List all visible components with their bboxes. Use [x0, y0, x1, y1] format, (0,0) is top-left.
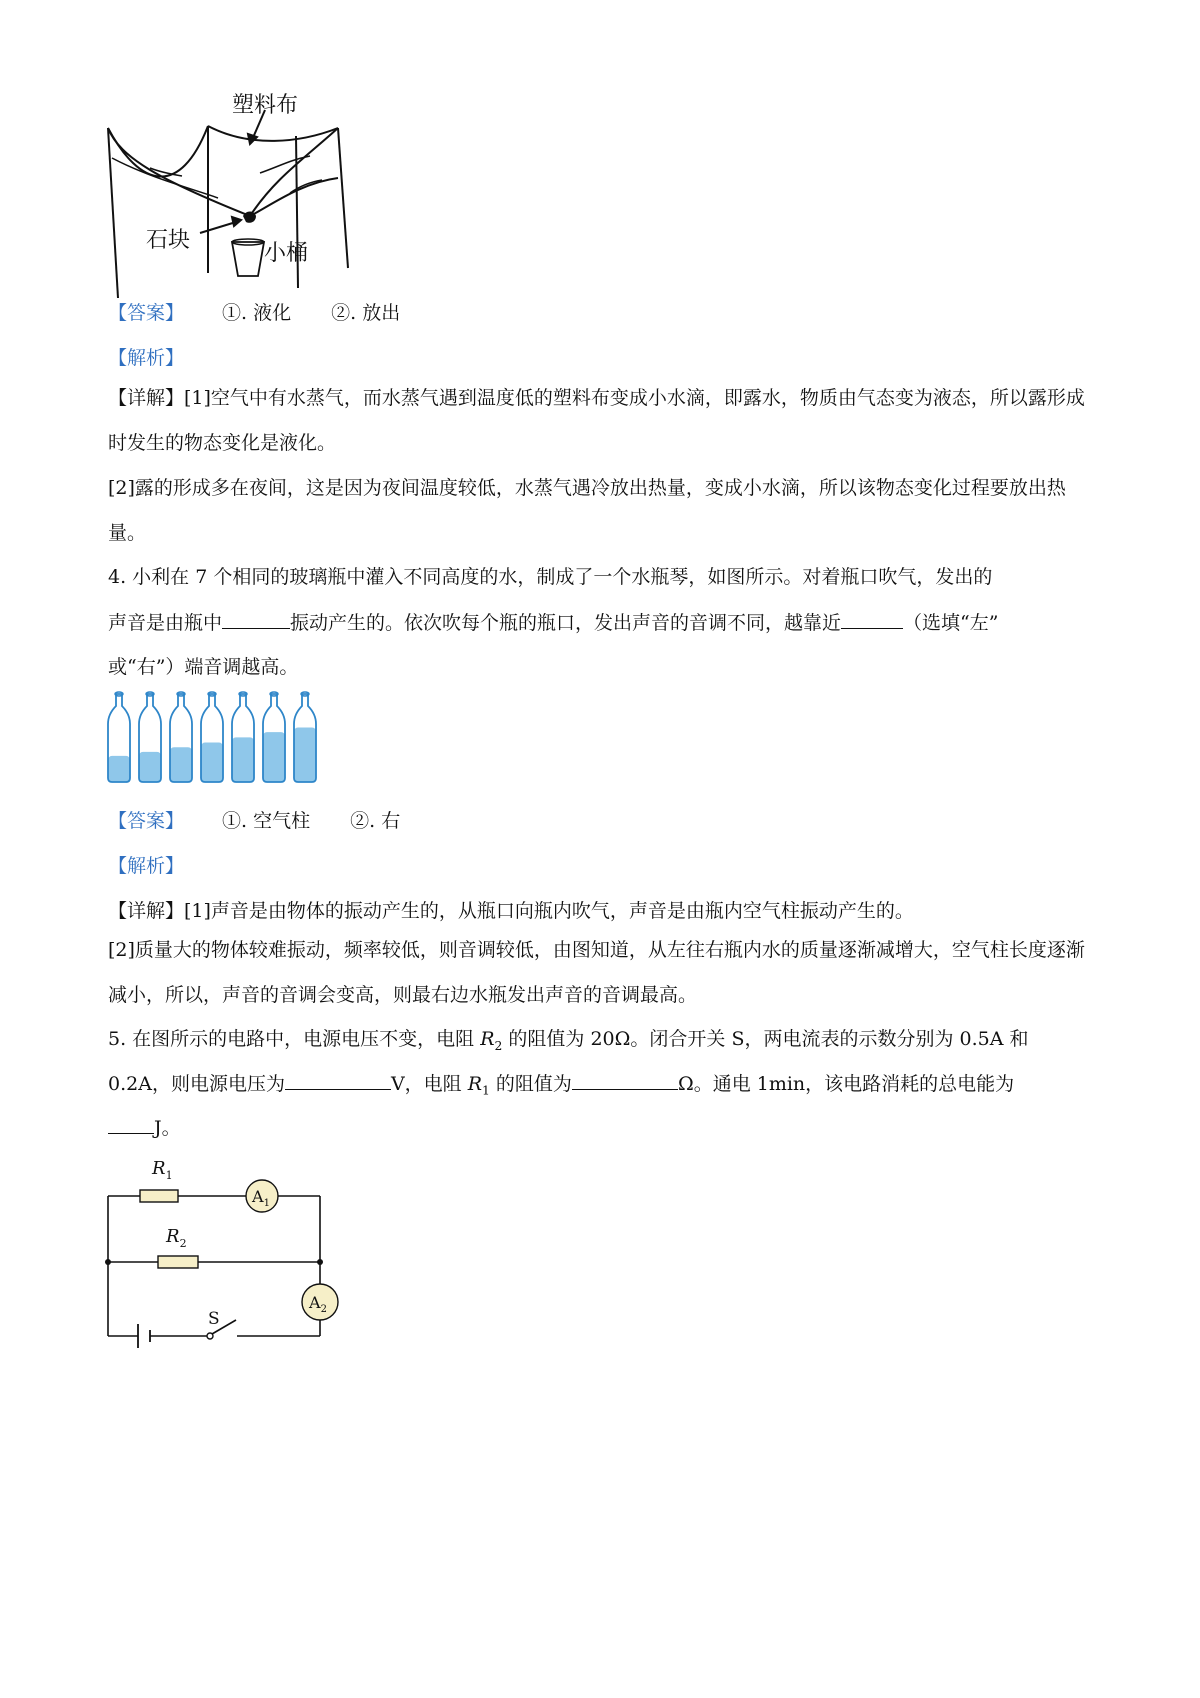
q3-answer — [108, 298, 400, 325]
r2-label: R — [166, 1226, 180, 1247]
bottle — [263, 692, 285, 782]
q4-detail-1: 【详解】[1]声音是由物体的振动产生的，从瓶口向瓶内吹气，声音是由瓶内空气柱振动产生的。 — [108, 900, 914, 922]
q4-stem-line-3: 或“右”）端音调越高。 — [108, 656, 299, 678]
q5-stem-line-1: 5. 在图所示的电路中，电源电压不变，电阻 $R_2$ 的阻值为 20Ω。闭合开关 S，两电流表的示数分别为 0.5A 和 — [108, 1028, 1029, 1053]
svg-text:R1: $R_1$ — [152, 1158, 173, 1182]
bottle — [139, 692, 161, 782]
q3-detail-1: 【详解】[1]空气中有水蒸气，而水蒸气遇到温度低的塑料布变成小水滴，即露水，物质由气态变为液态，所以露形成时发生的物态变化是液化。 — [108, 387, 1085, 454]
bottle — [294, 692, 316, 782]
bottle — [108, 692, 130, 782]
q4-stem-line-2: 声音是由瓶中 振动产生的。依次吹每个瓶的瓶口，发出声音的音调不同，越靠近 （选填“左” — [108, 607, 998, 635]
r1-label: R — [152, 1158, 166, 1179]
resistor-r2 — [158, 1256, 198, 1268]
resistor-r1 — [140, 1190, 178, 1202]
analysis-tag: 【解析】 — [108, 347, 185, 369]
answer-1: ①. 液化 — [222, 302, 292, 324]
dew-collector-figure — [100, 88, 400, 308]
svg-text:A2: $A_2$ — [309, 1293, 327, 1315]
q4-answer — [108, 806, 400, 833]
a1-label: A — [252, 1187, 264, 1206]
blank-resistance[interactable] — [572, 1068, 678, 1090]
blank-1[interactable] — [222, 607, 290, 629]
detail-tag: 【详解】 — [108, 387, 185, 409]
analysis-tag: 【解析】 — [108, 855, 185, 877]
q4-detail-2: [2]质量大的物体较难振动，频率较低，则音调较低，由图知道，从左往右瓶内水的质量逐渐减增大，空气柱长度逐渐减小，所以，声音的音调会变高，则最右边水瓶发出声音的音调最高。 — [108, 939, 1085, 1006]
answer-2: ②. 右 — [350, 810, 401, 832]
blank-voltage[interactable] — [285, 1068, 391, 1090]
label-bucket: 小桶 — [264, 241, 309, 266]
svg-text:R2: $R_2$ — [166, 1226, 187, 1250]
bottle-water — [263, 732, 285, 782]
q5-stem-line-3: J。 — [108, 1112, 181, 1140]
label-plastic-cloth: 塑料布 — [232, 93, 299, 118]
switch-label: S — [208, 1309, 220, 1329]
answer-tag: 【答案】 — [108, 302, 185, 324]
blank-energy[interactable] — [108, 1112, 154, 1134]
q5-stem-line-2: 0.2A，则电源电压为 V，电阻 $R_1$ 的阻值为 Ω。通电 1min，该电路消耗的总电能为 — [108, 1068, 1014, 1098]
bottle-water — [294, 727, 316, 782]
svg-text:A1: $A_1$ — [252, 1187, 270, 1209]
label-stone: 石块 — [146, 228, 191, 253]
bottle — [232, 692, 254, 782]
bottle-water — [108, 756, 130, 782]
answer-2: ②. 放出 — [331, 302, 401, 324]
bottle-water — [170, 747, 192, 782]
a2-label: A — [309, 1293, 321, 1312]
bottle — [170, 692, 192, 782]
q4-stem-line-1: 4. 小利在 7 个相同的玻璃瓶中灌入不同高度的水，制成了一个水瓶琴，如图所示。对着瓶口吹气，发出的 — [108, 566, 993, 588]
water-bottles-figure — [100, 688, 320, 788]
bottle-water — [201, 743, 223, 782]
circuit-diagram — [100, 1150, 340, 1370]
answer-1: ①. 空气柱 — [222, 810, 311, 832]
bottle-water — [139, 752, 161, 782]
bottle-water — [232, 737, 254, 782]
bottle — [201, 692, 223, 782]
answer-tag: 【答案】 — [108, 810, 185, 832]
q3-detail-2: [2]露的形成多在夜间，这是因为夜间温度较低，水蒸气遇冷放出热量，变成小水滴，所以该物态变化过程要放出热量。 — [108, 477, 1066, 544]
detail-tag: 【详解】 — [108, 900, 185, 922]
blank-2[interactable] — [841, 607, 903, 629]
